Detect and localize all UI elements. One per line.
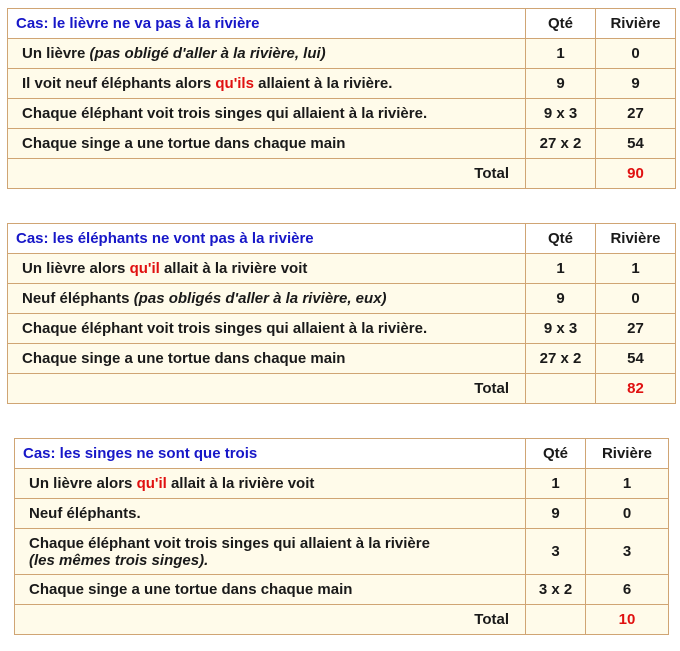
table-header-row xyxy=(8,9,676,39)
column-header-qty: Qté xyxy=(526,9,596,39)
table-row xyxy=(15,499,669,529)
row-label: Chaque singe a une tortue dans chaque main xyxy=(15,575,526,605)
river-cell: 27 xyxy=(596,314,676,344)
row-label-text-after: allaient à la rivière. xyxy=(253,75,393,92)
total-row xyxy=(8,374,676,404)
table-header-row xyxy=(8,224,676,254)
total-value: 10 xyxy=(586,605,669,635)
total-empty-cell xyxy=(526,605,586,635)
table-row xyxy=(15,575,669,605)
table-row xyxy=(8,69,676,99)
row-label-text: Un lièvre alors xyxy=(22,260,130,277)
total-label: Total xyxy=(8,159,526,189)
table-title: Cas: le lièvre ne va pas à la rivière xyxy=(8,9,526,39)
row-label xyxy=(15,529,526,575)
qty-cell: 1 xyxy=(526,39,596,69)
row-label-italic: (les mêmes trois singes). xyxy=(29,551,209,569)
river-cell: 6 xyxy=(586,575,669,605)
column-header-river: Rivière xyxy=(596,224,676,254)
river-cell: 0 xyxy=(596,284,676,314)
column-header-qty: Qté xyxy=(526,224,596,254)
row-label-italic: (pas obligé d'aller à la rivière, lui) xyxy=(89,45,326,62)
total-row xyxy=(15,605,669,635)
total-value: 90 xyxy=(596,159,676,189)
row-label: Chaque singe a une tortue dans chaque main xyxy=(8,344,526,374)
river-cell: 54 xyxy=(596,344,676,374)
row-label-text-after: allait à la rivière voit xyxy=(166,475,315,492)
qty-cell: 9 x 3 xyxy=(526,314,596,344)
river-cell: 9 xyxy=(596,69,676,99)
row-label xyxy=(8,69,526,99)
row-label xyxy=(8,39,526,69)
table-row xyxy=(8,314,676,344)
qty-cell: 9 xyxy=(526,69,596,99)
case-table-monkeys xyxy=(14,438,669,635)
column-header-river: Rivière xyxy=(596,9,676,39)
row-label-text: Neuf éléphants xyxy=(22,290,134,307)
row-label-text: Un lièvre xyxy=(22,45,90,62)
table-title: Cas: les singes ne sont que trois xyxy=(15,439,526,469)
total-label: Total xyxy=(15,605,526,635)
table-row xyxy=(8,254,676,284)
row-label: Chaque éléphant voit trois singes qui allaient à la rivière. xyxy=(8,314,526,344)
river-cell: 1 xyxy=(586,469,669,499)
row-label-text: Chaque éléphant voit trois singes qui allaient à la rivière xyxy=(29,534,430,552)
qty-cell: 3 xyxy=(526,529,586,575)
row-label-italic: (pas obligés d'aller à la rivière, eux) xyxy=(133,290,387,307)
qty-cell: 9 x 3 xyxy=(526,99,596,129)
row-label: Chaque singe a une tortue dans chaque main xyxy=(8,129,526,159)
table-row xyxy=(15,529,669,575)
row-label-highlight: qu'ils xyxy=(215,75,254,92)
total-label: Total xyxy=(8,374,526,404)
table-row xyxy=(15,469,669,499)
column-header-qty: Qté xyxy=(526,439,586,469)
column-header-river: Rivière xyxy=(586,439,669,469)
table-row xyxy=(8,39,676,69)
total-row xyxy=(8,159,676,189)
table-row xyxy=(8,99,676,129)
row-label-highlight: qu'il xyxy=(136,475,167,492)
river-cell: 54 xyxy=(596,129,676,159)
river-cell: 27 xyxy=(596,99,676,129)
qty-cell: 1 xyxy=(526,254,596,284)
row-label xyxy=(8,284,526,314)
river-cell: 1 xyxy=(596,254,676,284)
river-cell: 3 xyxy=(586,529,669,575)
row-label-text: Il voit neuf éléphants alors xyxy=(22,75,216,92)
river-cell: 0 xyxy=(596,39,676,69)
total-empty-cell xyxy=(526,159,596,189)
case-table-elephants xyxy=(7,223,676,404)
row-label-text-after: allait à la rivière voit xyxy=(159,260,308,277)
row-label-text: Un lièvre alors xyxy=(29,475,137,492)
total-empty-cell xyxy=(526,374,596,404)
qty-cell: 3 x 2 xyxy=(526,575,586,605)
qty-cell: 9 xyxy=(526,499,586,529)
row-label xyxy=(8,254,526,284)
table-title: Cas: les éléphants ne vont pas à la rivière xyxy=(8,224,526,254)
table-row xyxy=(8,284,676,314)
qty-cell: 27 x 2 xyxy=(526,129,596,159)
qty-cell: 1 xyxy=(526,469,586,499)
qty-cell: 9 xyxy=(526,284,596,314)
qty-cell: 27 x 2 xyxy=(526,344,596,374)
table-row xyxy=(8,129,676,159)
row-label: Neuf éléphants. xyxy=(15,499,526,529)
total-value: 82 xyxy=(596,374,676,404)
river-cell: 0 xyxy=(586,499,669,529)
case-table-hare xyxy=(7,8,676,189)
table-header-row xyxy=(15,439,669,469)
row-label xyxy=(15,469,526,499)
row-label-highlight: qu'il xyxy=(129,260,160,277)
table-row xyxy=(8,344,676,374)
row-label: Chaque éléphant voit trois singes qui allaient à la rivière. xyxy=(8,99,526,129)
